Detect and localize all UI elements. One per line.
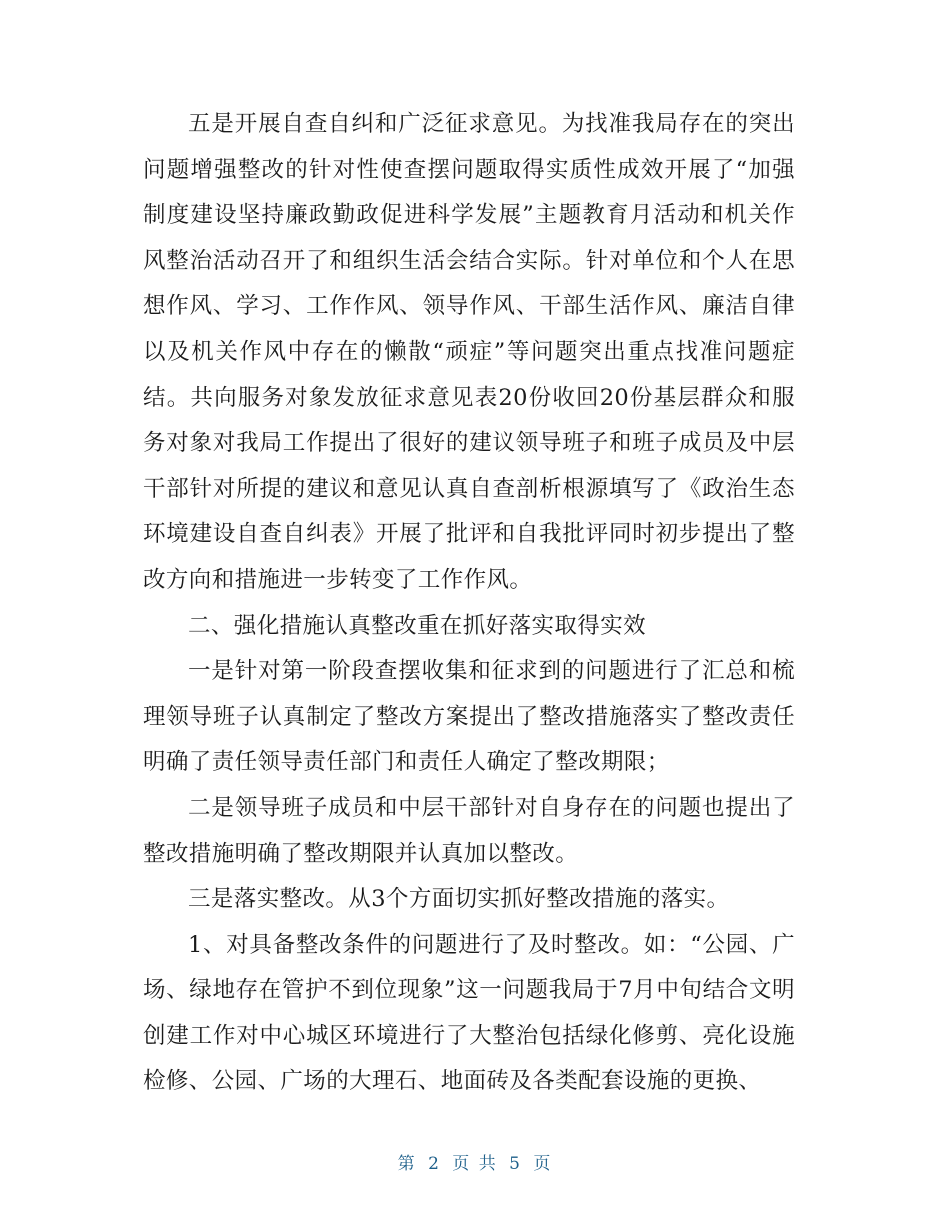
footer-suffix: 页 (533, 1154, 553, 1174)
footer-total-pages: 5 (509, 1154, 522, 1174)
paragraph-item-1: 1、对具备整改条件的问题进行了及时整改。如：“公园、广场、绿地存在管护不到位现象”这一问题我局于7月中旬结合文明创建工作对中心城区环境进行了大整治包括绿化修剪、亮化设施检修、公园、广场的大理石、地面砖及各类配套设施的更换、 (143, 931, 795, 1095)
section-heading-rectification: 二、强化措施认真整改重在抓好落实取得实效 (188, 612, 647, 639)
document-body (143, 102, 795, 1105)
paragraph-third-measure: 三是落实整改。从3个方面切实抓好整改措施的落实。 (188, 886, 730, 913)
paragraph-second-measure: 二是领导班子成员和中层干部针对自身存在的问题也提出了整改措施明确了整改期限并认真加以整改。 (143, 794, 795, 867)
footer-prefix: 第 (397, 1154, 417, 1174)
paragraph-self-inspection: 五是开展自查自纠和广泛征求意见。为找准我局存在的突出问题增强整改的针对性使查摆问题取得实质性成效开展了“加强制度建设坚持廉政勤政促进科学发展”主题教育月活动和机关作风整治活动召开了和组织生活会结合实际。针对单位和个人在思想作风、学习、工作作风、领导作风、干部生活作风、廉洁自律以及机关作风中存在的懒散“顽症”等问题突出重点找准问题症结。共向服务对象发放征求意见表20份收回20份基层群众和服务对象对我局工作提出了很好的建议领导班子和班子成员及中层干部针对所提的建议和意见认真自查剖析根源填写了《政治生态环境建设自查自纠表》开展了批评和自我批评同时初步提出了整改方向和措施进一步转变了工作作风。 (143, 111, 795, 593)
footer-mid: 页 共 (452, 1154, 498, 1174)
footer-current-page: 2 (428, 1154, 441, 1174)
page-footer (0, 1149, 950, 1174)
paragraph-first-measure: 一是针对第一阶段查摆收集和征求到的问题进行了汇总和梳理领导班子认真制定了整改方案提出了整改措施落实了整改责任明确了责任领导责任部门和责任人确定了整改期限； (143, 658, 795, 776)
